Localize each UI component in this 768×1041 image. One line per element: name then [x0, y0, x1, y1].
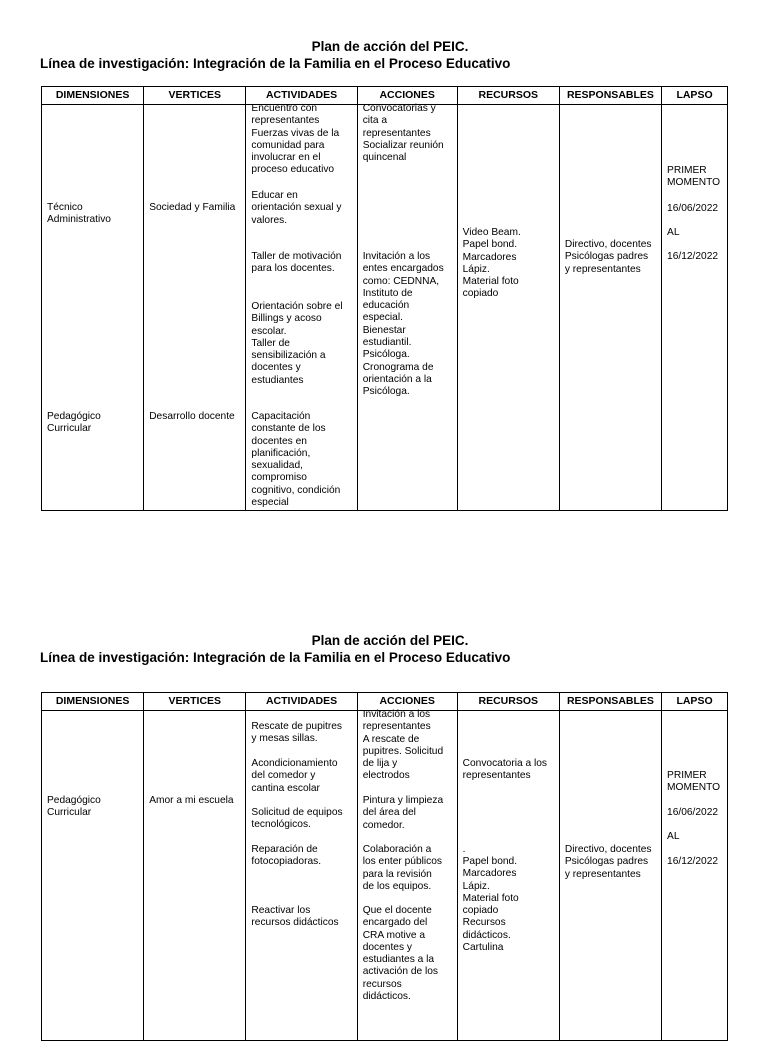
column-header-recursos: RECURSOS — [457, 87, 559, 105]
list-item: Acondicionamiento del comedor y cantina escolar — [251, 758, 338, 794]
acciones-cell — [357, 105, 457, 511]
list-item: Rescate de pupitres y mesas sillas. — [251, 721, 343, 745]
column-header-lapso: LAPSO — [662, 693, 728, 711]
plan-sheet-2 — [0, 600, 768, 1024]
plan-title: Plan de acción del PEIC. — [311, 39, 469, 54]
lapso-hasta: 16/12/2022 — [667, 856, 719, 867]
list-item: Que el docente encargado del CRA motive a docentes y estudiantes a la activación de los recursos didácticos. — [362, 905, 439, 1003]
list-item: Solicitud de equipos tecnológicos. — [251, 807, 343, 831]
actividades-cell — [246, 105, 357, 511]
column-header-actividades: ACTIVIDADES — [246, 87, 357, 105]
plan-heading — [40, 632, 740, 666]
vertice-amor-escuela: Amor a mi escuela — [149, 795, 234, 806]
column-header-dimensiones: DIMENSIONES — [42, 87, 144, 105]
table-row — [42, 105, 728, 511]
dimension-pedagogico-curricular: Pedagógico Curricular — [47, 795, 101, 819]
vertice-desarrollo-docente: Desarrollo docente — [149, 411, 235, 422]
responsables-cell — [559, 711, 661, 1041]
recursos-cell — [457, 711, 559, 1041]
table-row — [42, 711, 728, 1041]
responsables-cell — [559, 105, 661, 511]
lapso-momento: PRIMER MOMENTO — [667, 770, 721, 794]
list-item: Papel bond. Marcadores Lápiz. Material foto copiado Recursos didácticos. Cartulina — [462, 856, 519, 954]
recursos-cell — [457, 105, 559, 511]
plan-subtitle: Línea de investigación: Integración de la Familia en el Proceso Educativo — [40, 56, 511, 71]
list-item: Encuentro con representantes Fuerzas vivas de la comunidad para involucrar en el proceso educativo — [251, 103, 340, 176]
dimensiones-cell — [42, 711, 144, 1041]
list-item: Orientación sobre el Billings y acoso escolar. Taller de sensibilización a docentes y estudiantes — [251, 301, 343, 386]
lapso-al: AL — [667, 227, 680, 238]
column-header-vertices: VERTICES — [144, 87, 246, 105]
lapso-desde: 16/06/2022 — [667, 203, 719, 214]
list-item: Video Beam. Papel bond. Marcadores Lápiz. Material foto copiado — [462, 227, 521, 300]
list-item: Capacitación constante de los docentes en planificación, sexualidad, compromiso cognitivo, condición especial — [251, 411, 341, 509]
list-item: Colaboración a los enter públicos para la revisión de los equipos. — [362, 844, 442, 892]
list-item: Directivo, docentes Psicólogas padres y representantes — [564, 239, 652, 275]
list-item: Reparación de fotocopiadoras. — [251, 844, 322, 868]
list-item: Reactivar los recursos didácticos — [251, 905, 339, 929]
action-plan-table — [41, 86, 728, 511]
dimension-pedagogico-curricular: Pedagógico Curricular — [47, 411, 101, 435]
lapso-cell — [662, 105, 728, 511]
column-header-recursos: RECURSOS — [457, 693, 559, 711]
plan-subtitle: Línea de investigación: Integración de la Familia en el Proceso Educativo — [40, 650, 511, 665]
lapso-hasta: 16/12/2022 — [667, 251, 719, 262]
table-header-row — [42, 87, 728, 105]
list-item: Invitación a los representantes A rescate de pupitres. Solicitud de lija y electrodos — [362, 709, 444, 782]
vertices-cell — [144, 105, 246, 511]
column-header-actividades: ACTIVIDADES — [246, 693, 357, 711]
vertice-sociedad-familia: Sociedad y Familia — [149, 202, 236, 213]
column-header-responsables: RESPONSABLES — [559, 87, 661, 105]
lapso-momento: PRIMER MOMENTO — [667, 165, 721, 189]
column-header-vertices: VERTICES — [144, 693, 246, 711]
column-header-lapso: LAPSO — [662, 87, 728, 105]
list-item: Invitación a los entes encargados como: CEDNNA, Instituto de educación especial. Bienestar estudiantil. Psicóloga. Cronograma de orientación a la Psicóloga. — [362, 251, 444, 398]
actividades-cell — [246, 711, 357, 1041]
list-item: Pintura y limpieza del área del comedor. — [362, 795, 444, 831]
dimensiones-cell — [42, 105, 144, 511]
column-header-responsables: RESPONSABLES — [559, 693, 661, 711]
dimension-tecnico-administrativo: Técnico Administrativo — [47, 202, 111, 226]
column-header-acciones: ACCIONES — [357, 87, 457, 105]
table-header-row — [42, 693, 728, 711]
plan-title: Plan de acción del PEIC. — [311, 633, 469, 648]
lapso-desde: 16/06/2022 — [667, 807, 719, 818]
column-header-acciones: ACCIONES — [357, 693, 457, 711]
list-item: Educar en orientación sexual y valores. — [251, 190, 342, 226]
vertices-cell — [144, 711, 246, 1041]
list-item: Convocatoria a los representantes — [462, 758, 548, 782]
column-header-dimensiones: DIMENSIONES — [42, 693, 144, 711]
list-item: Directivo, docentes Psicólogas padres y representantes — [564, 844, 652, 880]
recursos-dot: . — [462, 844, 466, 855]
acciones-cell — [357, 711, 457, 1041]
lapso-cell — [662, 711, 728, 1041]
list-item: Taller de motivación para los docentes. — [251, 251, 342, 275]
list-item: Convocatorias y cita a representantes Socializar reunión quincenal — [362, 103, 444, 164]
lapso-al: AL — [667, 831, 680, 842]
action-plan-table — [41, 692, 728, 1041]
plan-heading — [40, 38, 740, 72]
